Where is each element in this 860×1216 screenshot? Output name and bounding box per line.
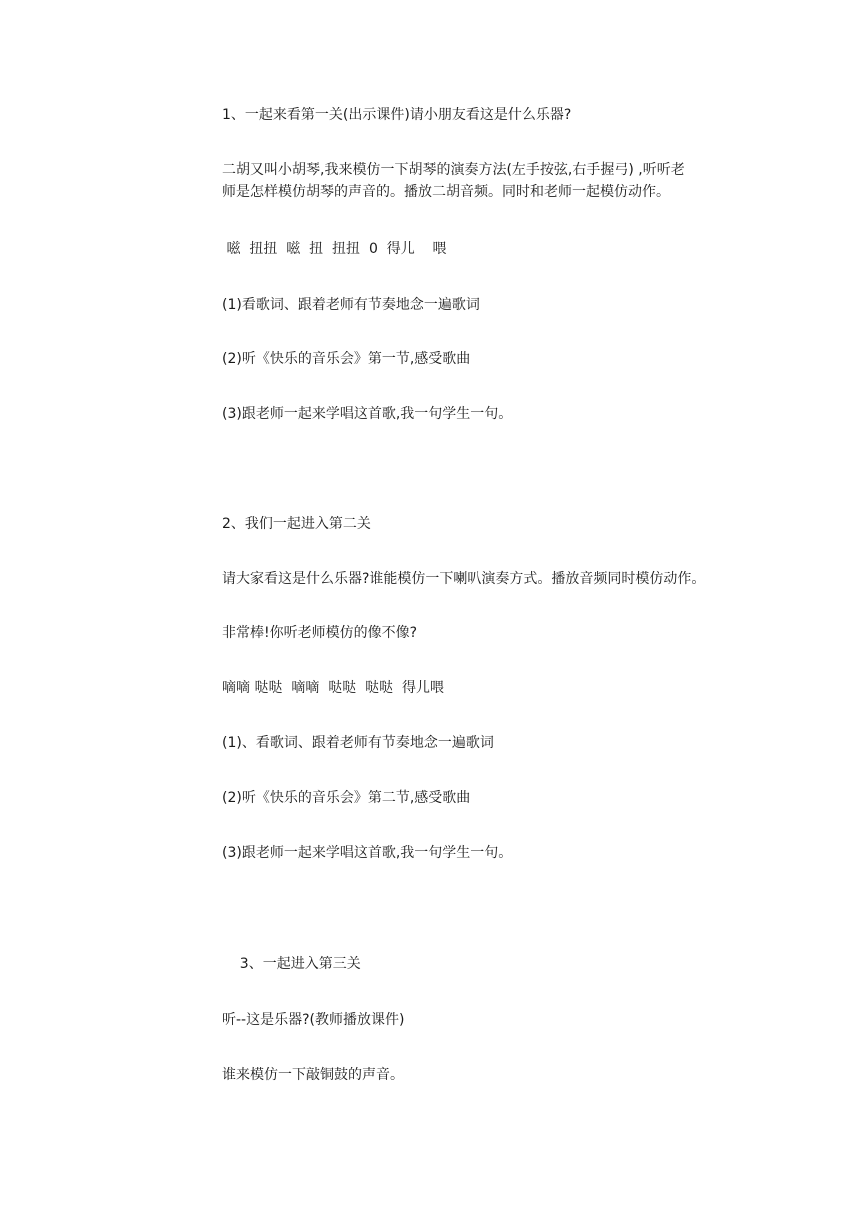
section-1-paragraph-line-2: 师是怎样模仿胡琴的声音的。播放二胡音频。同时和老师一起模仿动作。	[222, 184, 670, 200]
section-2-step-3: (3)跟老师一起来学唱这首歌,我一句学生一句。	[222, 845, 513, 861]
section-1-rhythm: 嗞 扭扭 嗞 扭 扭扭 0 得儿 喂	[222, 241, 447, 257]
section-2-step-2: (2)听《快乐的音乐会》第二节,感受歌曲	[222, 790, 471, 806]
section-2-rhythm: 嘀嘀 哒哒 嘀嘀 哒哒 哒哒 得儿喂	[222, 680, 445, 696]
section-3-paragraph-1: 听--这是乐器?(教师播放课件)	[222, 1012, 405, 1028]
section-2-title: 2、我们一起进入第二关	[222, 516, 371, 532]
section-3-title: 3、一起进入第三关	[222, 956, 361, 972]
section-1-step-1: (1)看歌词、跟着老师有节奏地念一遍歌词	[222, 297, 480, 313]
section-1-paragraph-line-1: 二胡又叫小胡琴,我来模仿一下胡琴的演奏方法(左手按弦,右手握弓) ,听听老	[222, 162, 685, 178]
section-3-paragraph-2: 谁来模仿一下敲铜鼓的声音。	[222, 1067, 404, 1083]
section-1-step-2: (2)听《快乐的音乐会》第一节,感受歌曲	[222, 351, 471, 367]
section-1-title: 1、一起来看第一关(出示课件)请小朋友看这是什么乐器?	[222, 107, 572, 123]
section-2-step-1: (1)、看歌词、跟着老师有节奏地念一遍歌词	[222, 735, 494, 751]
section-1-step-3: (3)跟老师一起来学唱这首歌,我一句学生一句。	[222, 406, 513, 422]
section-2-paragraph-2: 非常棒!你听老师模仿的像不像?	[222, 625, 418, 641]
section-2-paragraph-1: 请大家看这是什么乐器?谁能模仿一下喇叭演奏方式。播放音频同时模仿动作。	[222, 571, 706, 587]
